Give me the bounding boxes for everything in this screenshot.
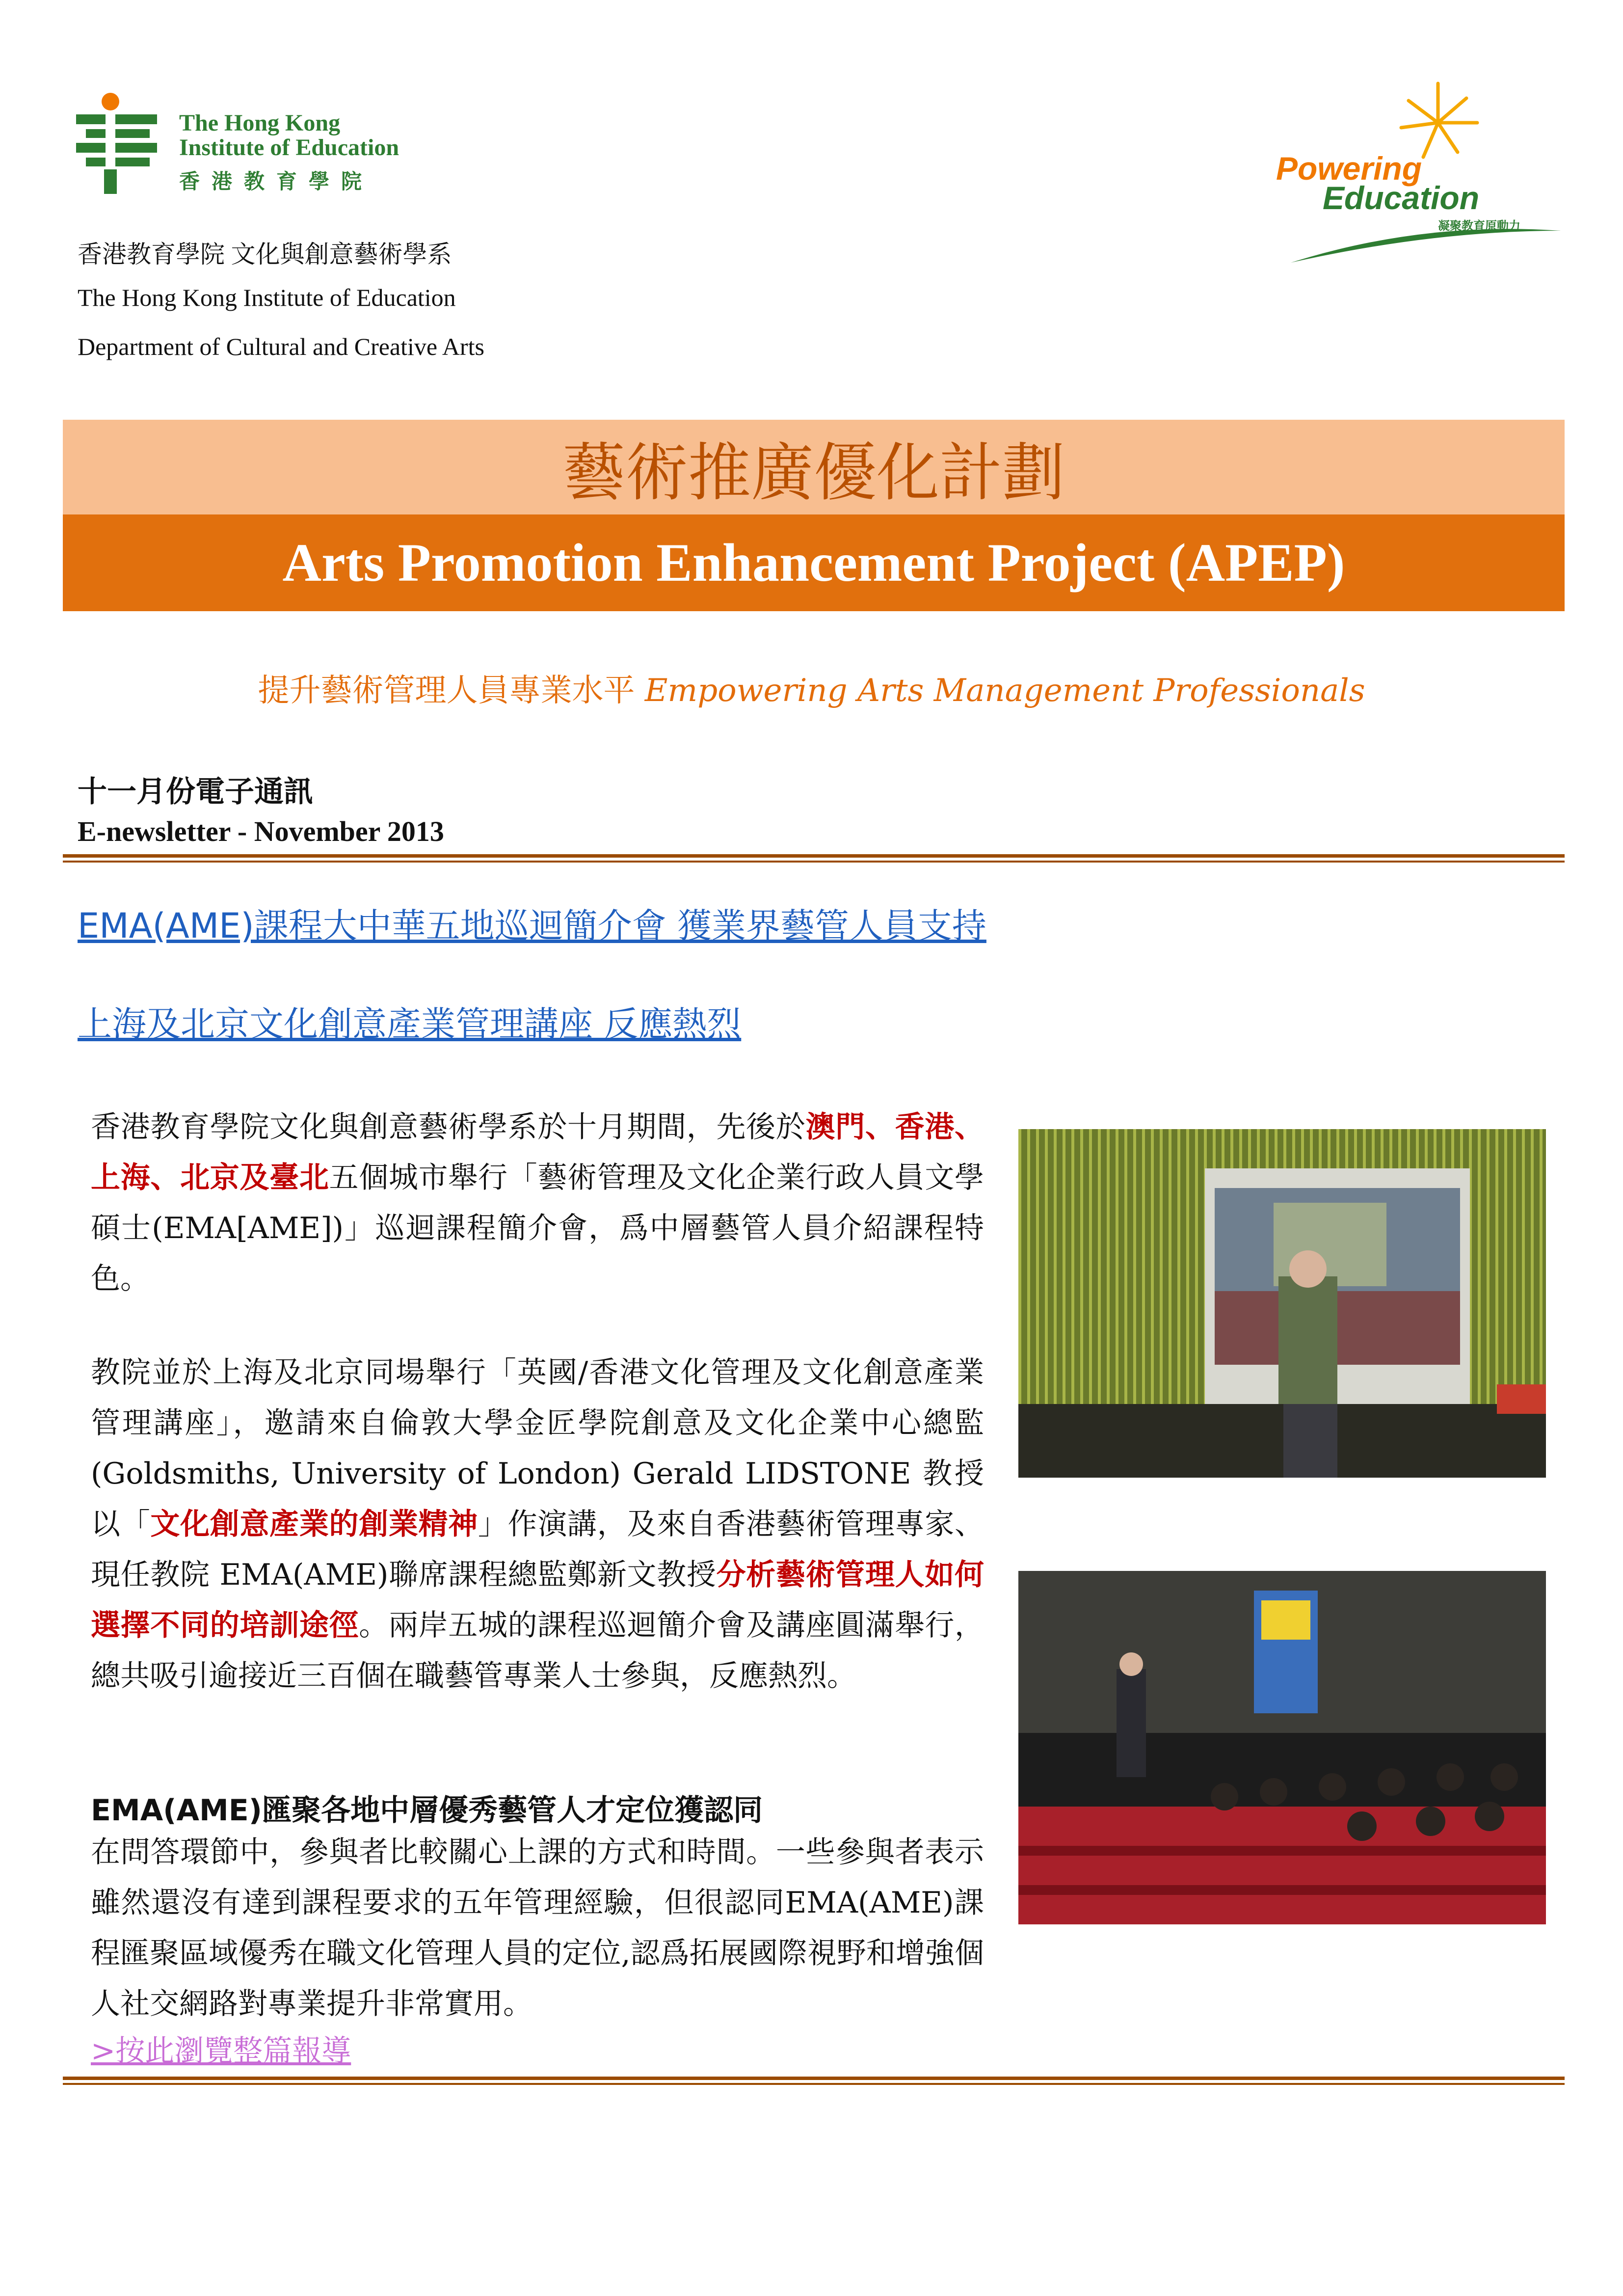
hkied-logo bbox=[74, 91, 417, 204]
department-name-zh: 香港教育學院 文化與創意藝術學系 bbox=[78, 241, 452, 268]
tagline bbox=[0, 665, 1623, 710]
issue-title-en: E-newsletter - November 2013 bbox=[78, 815, 444, 847]
education-text: Education bbox=[1323, 180, 1480, 216]
para1-highlight-cities: 澳門、香港、上海、北京及臺北 bbox=[91, 1110, 984, 1195]
para2-highlight-analysis: 分析藝術管理人如何選擇不同的培訓途徑 bbox=[91, 1558, 984, 1643]
tagline-en: Empowering Arts Management Professionals bbox=[644, 673, 1365, 709]
article-paragraph-2 bbox=[91, 1348, 984, 1755]
logo-name-zh: 香港教育學院 bbox=[179, 171, 374, 193]
para1-text-b: 五個城市舉行「藝術管理及文化企業行政人員文學碩士(EMA[AME])」巡迴課程簡介會，爲中層藝管人員介紹課程特色。 bbox=[91, 1161, 984, 1296]
headline-link-1[interactable]: EMA(AME)課程大中華五地巡迴簡介會 獲業界藝管人員支持 bbox=[78, 906, 986, 946]
logo-name-en-line1: The Hong Kong bbox=[179, 110, 341, 136]
para2-text-c: 。兩岸五城的課程巡迴簡介會及講座圓滿舉行，總共吸引逾接近三百個在職藝管專業人士參與，反應熱烈。 bbox=[91, 1608, 984, 1693]
article-paragraph-3: 在問答環節中，參與者比較關心上課的方式和時間。一些參與者表示雖然還沒有達到課程要求的五年管理經驗，但很認同EMA(AME)課程匯聚區域優秀在職文化管理人員的定位,認爲拓展國際視野和增強個人社交網路對專業提升非常實用。 bbox=[91, 1835, 984, 2021]
powering-text: Powering bbox=[1276, 150, 1422, 187]
powering-education-logo bbox=[1276, 74, 1580, 270]
institute-name-en: The Hong Kong Institute of Education bbox=[78, 284, 456, 311]
para2-text-b: 」作演講，及來自香港藝術管理專家、現任教院 EMA(AME)聯席課程總監鄭新文教授 bbox=[91, 1507, 984, 1592]
banner-title-zh: 藝術推廣優化計劃 bbox=[562, 436, 1065, 510]
issue-title-zh: 十一月份電子通訊 bbox=[78, 775, 313, 809]
article-subheading: EMA(AME)匯聚各地中層優秀藝管人才定位獲認同 bbox=[91, 1793, 763, 1828]
article-paragraph-1 bbox=[91, 1102, 984, 1308]
divider-top bbox=[63, 854, 1565, 863]
department-name-en: Department of Cultural and Creative Arts bbox=[78, 333, 484, 360]
banner-title-en: Arts Promotion Enhancement Project (APEP) bbox=[282, 533, 1345, 593]
para2-text-a: 教院並於上海及北京同場舉行「英國/香港文化管理及文化創意產業管理講座」，邀請來自倫敦大學金匠學院創意及文化企業中心總監 (Goldsmiths, University of London) Gerald LIDSTONE 教授以「 bbox=[91, 1355, 984, 1541]
divider-bottom bbox=[63, 2077, 1565, 2085]
banner-title-en-bar bbox=[63, 514, 1565, 611]
tagline-zh: 提升藝術管理人員專業水平 bbox=[258, 673, 635, 709]
para2-highlight-topic: 文化創意產業的創業精神 bbox=[150, 1507, 478, 1541]
powering-slogan-zh: 凝聚教育原動力 bbox=[1438, 219, 1520, 233]
seminar-photo-speaker-projector bbox=[1018, 1129, 1546, 1478]
hkied-emblem-icon bbox=[74, 91, 172, 204]
headline-link-2[interactable]: 上海及北京文化創意產業管理講座 反應熱烈 bbox=[78, 1004, 742, 1044]
banner-title-zh-bar bbox=[63, 420, 1565, 514]
para1-text-a: 香港教育學院文化與創意藝術學系於十月期間，先後於 bbox=[91, 1110, 806, 1144]
read-full-report-link[interactable]: >按此瀏覽整篇報導 bbox=[91, 2034, 351, 2068]
logo-name-en-line2: Institute of Education bbox=[179, 135, 399, 161]
seminar-photo-audience bbox=[1018, 1571, 1546, 1924]
